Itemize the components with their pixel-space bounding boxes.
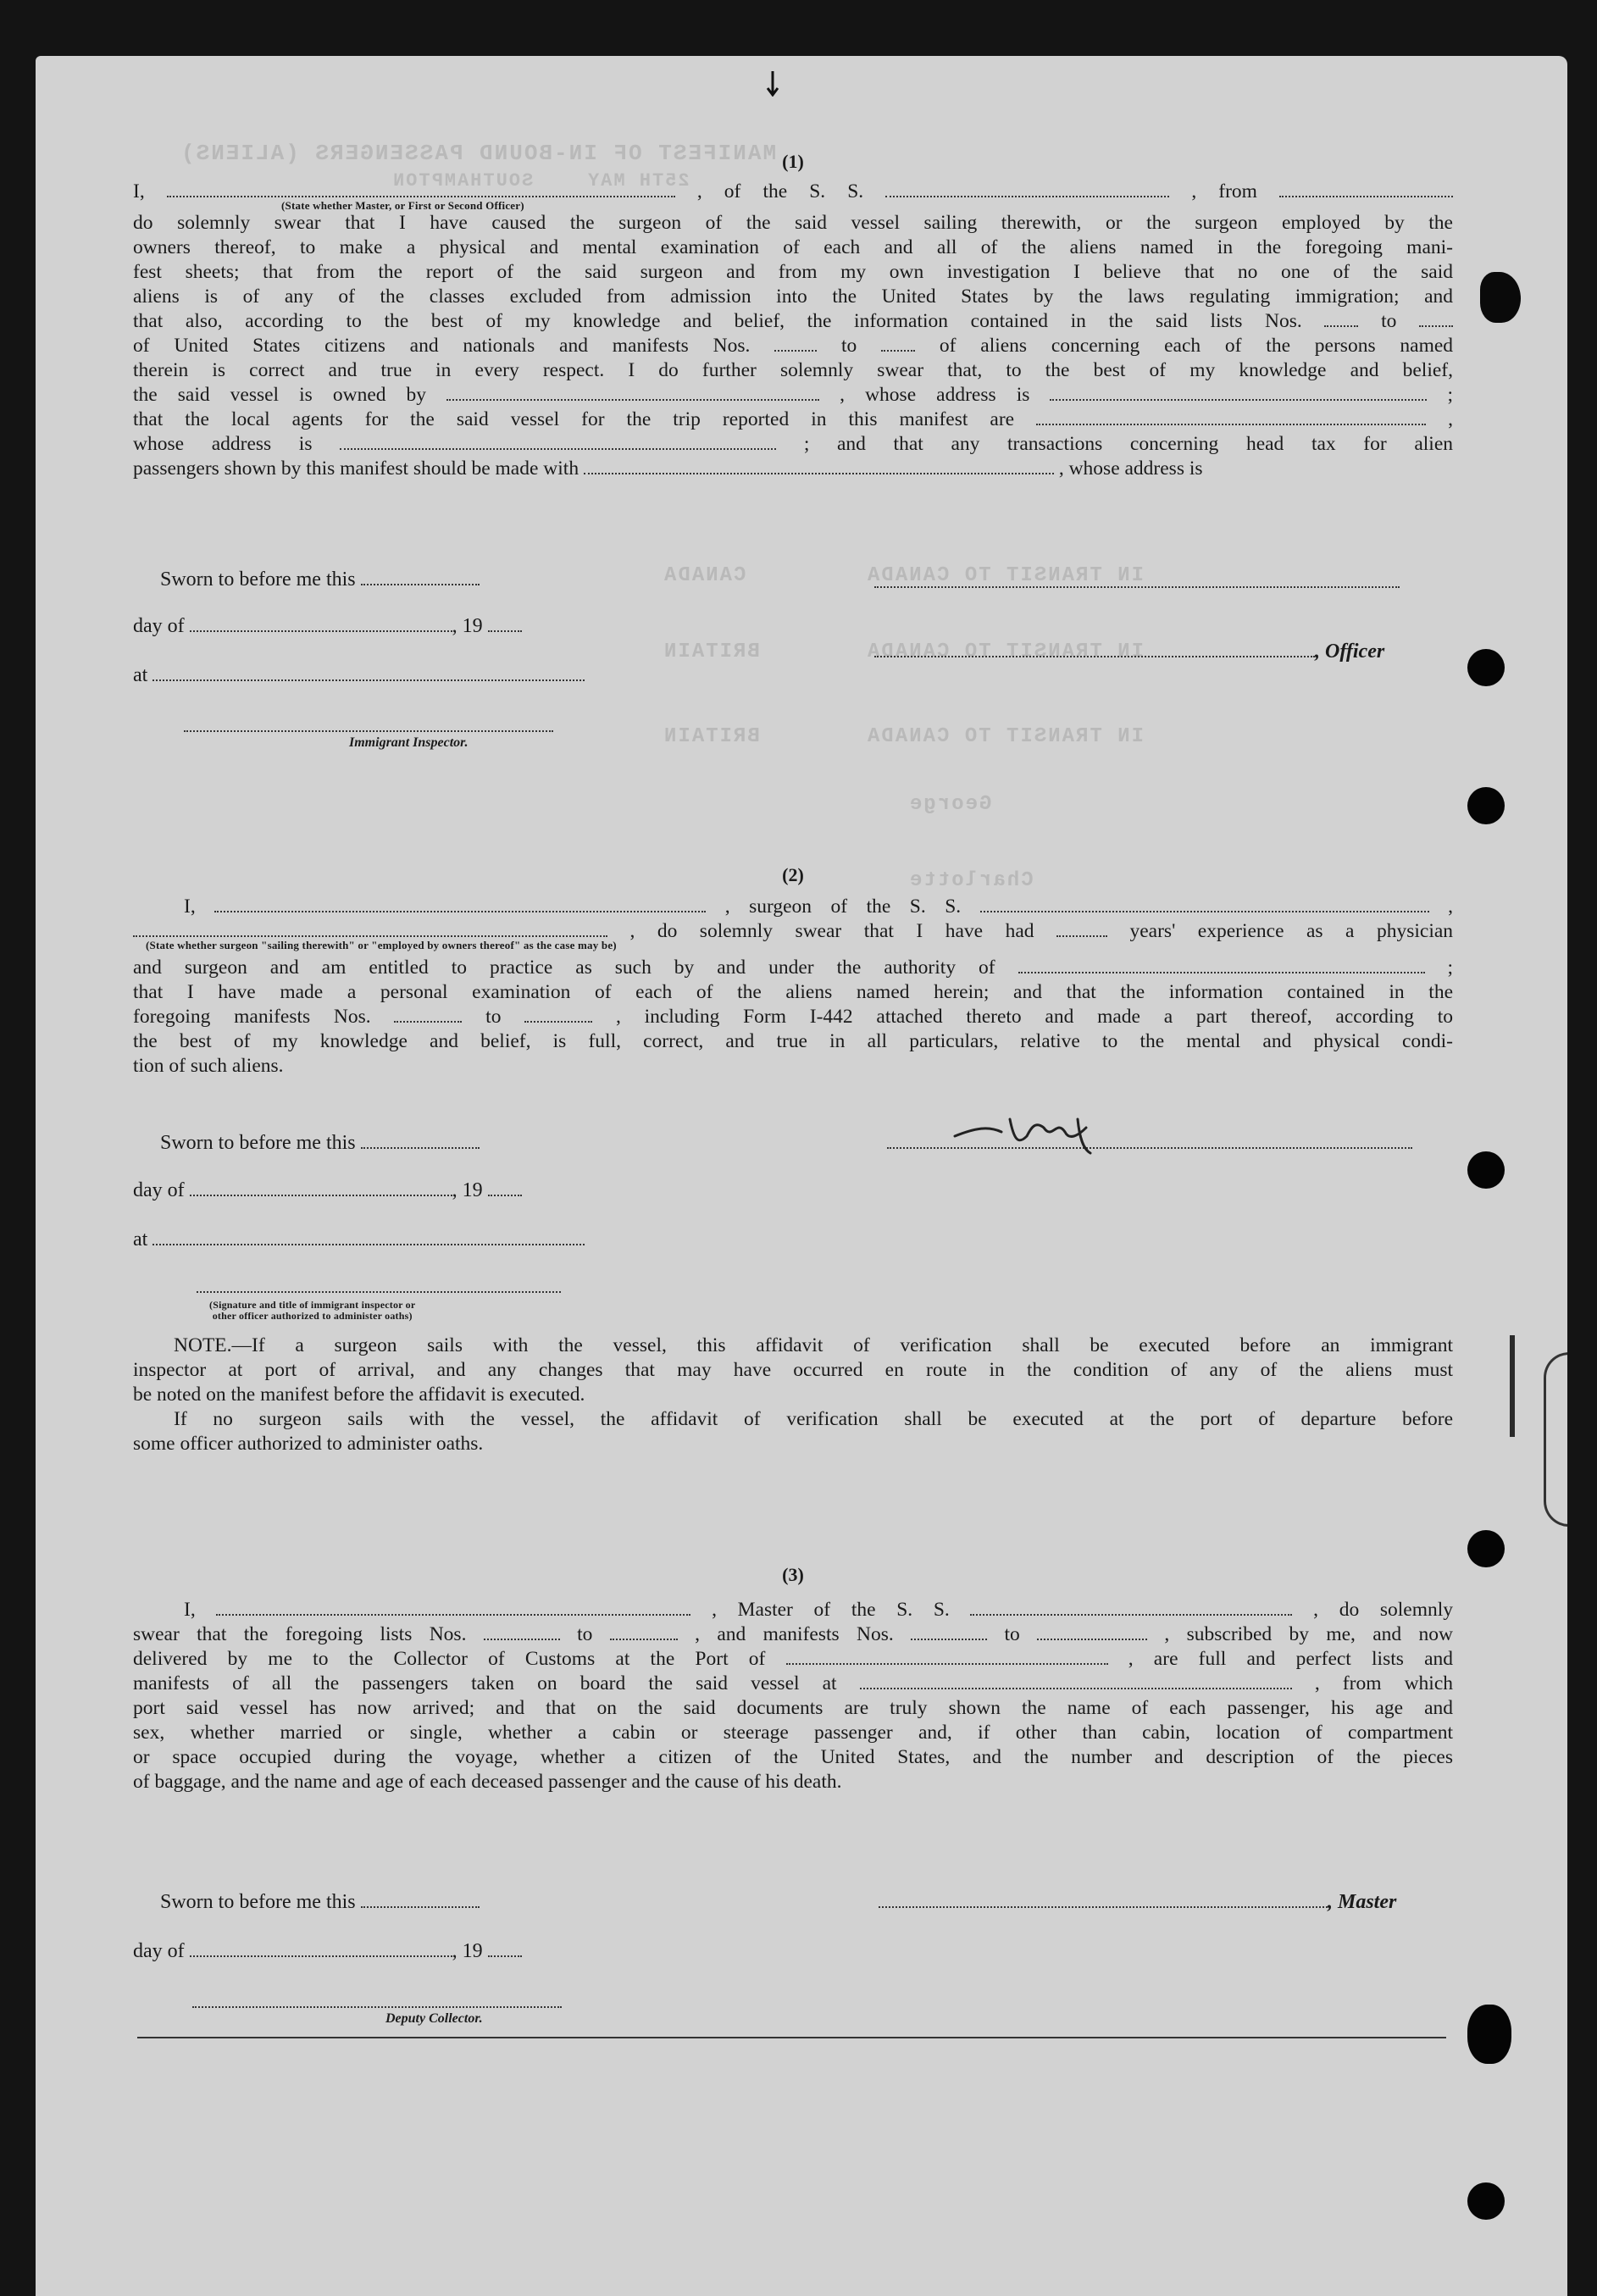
manifests-from-field[interactable] (774, 336, 817, 352)
years-experience-field[interactable] (1056, 922, 1107, 937)
punch-hole (1467, 1151, 1505, 1189)
bleed-through-row: Charlotte (908, 869, 1034, 892)
inspector-signature-line[interactable] (184, 730, 553, 732)
year-field-1[interactable] (488, 617, 522, 632)
month-field-3[interactable] (190, 1942, 452, 1957)
owner-address-field[interactable] (1050, 385, 1427, 401)
scan-speck (764, 71, 781, 97)
inspector-signature-line-2[interactable] (197, 1291, 561, 1293)
officer-note: (State whether Master, or First or Second Officer) (281, 199, 524, 212)
bleed-through-date: 25TH MAY (586, 170, 690, 191)
lists-from-field-3[interactable] (484, 1625, 560, 1640)
ink-blot (1480, 272, 1521, 323)
master-name-field[interactable] (216, 1600, 690, 1616)
section-3-master-declaration (133, 1564, 1453, 1794)
section-2-surgeon-oath (133, 864, 1453, 1079)
manifests-from-field-2[interactable] (394, 1007, 462, 1023)
master-signature-label: , Master (879, 1891, 1396, 1914)
manifests-to-field[interactable] (881, 336, 915, 352)
bleed-through-header: MANIFEST OF IN-BOUND PASSENGERS (ALIENS) (180, 141, 777, 166)
surgeon-note: (State whether surgeon "sailing therewith" or "employed by owners thereof" as the case may be) (146, 939, 617, 951)
month-field-1[interactable] (190, 617, 452, 632)
port-of-embarkation-field[interactable] (860, 1674, 1292, 1689)
collector-signature-line[interactable] (192, 2006, 562, 2008)
bottom-rule (137, 2037, 1446, 2038)
lists-to-field[interactable] (1419, 312, 1453, 327)
lists-from-field[interactable] (1324, 312, 1358, 327)
handwritten-initials (951, 1102, 1120, 1162)
manifests-from-field-3[interactable] (911, 1625, 987, 1640)
place-field-2[interactable] (152, 1230, 585, 1245)
sworn-label-1: Sworn to before me this (160, 568, 480, 591)
master-signature-field[interactable] (879, 1893, 1328, 1908)
punch-hole (1467, 2182, 1505, 2220)
bleed-through-row: CANADA (663, 564, 746, 587)
punch-hole (1467, 649, 1505, 686)
manifests-to-field-2[interactable] (524, 1007, 592, 1023)
inspector-caption: Immigrant Inspector. (349, 735, 469, 750)
surgeon-name-field[interactable] (214, 897, 706, 912)
manifest-sheet (36, 56, 1567, 2296)
master-vessel-field[interactable] (970, 1600, 1292, 1616)
bleed-through-row: IN TRANSIT TO CANADA (866, 564, 1145, 587)
owner-field[interactable] (446, 385, 819, 401)
officer-name-field[interactable] (167, 182, 675, 197)
officer-signature-label: , Officer (874, 641, 1384, 663)
officer-signature-line-top[interactable] (874, 586, 1400, 588)
section-number: (3) (782, 1564, 804, 1585)
month-field-2[interactable] (190, 1181, 452, 1196)
sworn-day-field-1[interactable] (361, 570, 480, 585)
officer-signature-field[interactable] (874, 642, 1315, 657)
bleed-through-row: IN TRANSIT TO CANADA (866, 641, 1145, 663)
at-label-1: at (133, 664, 585, 687)
punch-hole (1467, 1530, 1505, 1567)
authority-field[interactable] (1018, 958, 1425, 973)
stamp-edge (1544, 1352, 1567, 1527)
day-of-label-3: day of , 19 (133, 1940, 522, 1963)
agents-address-field[interactable] (340, 435, 776, 450)
note-block: NOTE.—If a surgeon sails with the vessel, this affidavit of verification shall be executed before an immigrant inspector at port of arrival, and any changes that may have occurred en route in the condition of any of the aliens must be noted on the manifest before the affidavit is executed. If no surgeon sails with the vessel, the affidavit of verification shall be executed at the port of departure before some officer authorized to administer oaths. (133, 1334, 1453, 1455)
day-of-label-2: day of , 19 (133, 1179, 522, 1202)
year-field-3[interactable] (488, 1942, 522, 1957)
place-field-1[interactable] (152, 666, 585, 681)
at-label-2: at (133, 1228, 585, 1251)
sworn-label-2: Sworn to before me this (160, 1132, 480, 1155)
punch-hole (1467, 2005, 1511, 2064)
signature-caption-2: (Signature and title of immigrant inspector or other officer authorized to administer oaths) (209, 1299, 416, 1322)
section-number: (2) (782, 864, 804, 885)
vessel-name-field[interactable] (885, 182, 1169, 197)
day-of-label-1: day of , 19 (133, 615, 522, 638)
local-agents-field[interactable] (1036, 410, 1426, 425)
sworn-day-field-3[interactable] (361, 1893, 480, 1908)
year-field-2[interactable] (488, 1181, 522, 1196)
bleed-through-row: BRITAIN (663, 641, 760, 663)
bleed-through-row: George (908, 793, 992, 816)
collector-caption: Deputy Collector. (385, 2011, 483, 2026)
manifests-to-field-3[interactable] (1037, 1625, 1147, 1640)
surgeon-vessel-field[interactable] (980, 897, 1429, 912)
sworn-label-3: Sworn to before me this (160, 1891, 480, 1914)
section-1-master-oath (133, 151, 1453, 481)
head-tax-party-field[interactable] (584, 459, 1054, 474)
punch-hole (1467, 787, 1505, 824)
section-number: (1) (782, 151, 804, 172)
bleed-through-row: IN TRANSIT TO CANADA (866, 725, 1145, 748)
section-3-text: I, , Master of the S. S. , do solemnly swear that the foregoing lists Nos. to , and manifests Nos. to , subscribed by me, and now delivered by me to the Collector of Customs at the Port of , are full and perfect lists and manifests of all the passengers taken on board the said vessel at , from which port said vessel has now arrived; and that on the said documents are truly shown the name of each passenger, his age and sex, whether married or single, whether a cabin or steerage passenger and, if other than cabin, location of compartment or space occupied during the voyage, whether a citizen of the United States, and the number and description of the pieces of baggage, and the name and age of each deceased passenger and the cause of his death. (133, 1599, 1453, 1793)
departure-port-field[interactable] (1279, 182, 1453, 197)
bleed-through-row: BRITAIN (663, 725, 760, 748)
section-2-text: I, , surgeon of the S. S. , , do solemnly swear that I have had years' experience as a physician (State whether surgeon "sailing therewith" or "employed by owners thereof" as the case may be) and surgeon and am entitled to practice as such by and under the authority of ; that I have made a personal examination of each of the aliens named herein; and that the information contained in the foregoing manifests Nos. to , including Form I-442 attached thereto and made a part thereof, according to the best of my knowledge and belief, is full, correct, and true in all particulars, relative to the mental and physical condi- tion of such aliens. (133, 896, 1453, 1077)
scan-edge-mark (1510, 1335, 1515, 1437)
section-1-text: I, , of the S. S. , from (State whether Master, or First or Second Officer) do solemnly swear that I have caused the surgeon of the said vessel sailing therewith, or the surgeon employed by the owners thereof, to make a physical and mental examination of each and all of the aliens named in the foregoing mani- fest sheets; that from the report of the said surgeon and from my own investigation I believe that no one of the said aliens is of any of the classes excluded from admission into the United States by the laws regulating immigration; and that also, according to the best of my knowledge and belief, the information contained in the said lists Nos. to of United States citizens and nationals and manifests Nos. to of aliens concerning each of the persons named therein is correct and true in every respect. I do further solemnly swear that, to the best of my knowledge and belief, the said vessel is owned by , whose address is ; that the local agents for the said vessel for the trip reported in this manifest are , whose address is ; and that any transactions concerning head tax for alien passengers shown by this manifest should be made with , whose address is (133, 180, 1453, 480)
lists-to-field-3[interactable] (610, 1625, 678, 1640)
surgeon-status-field[interactable] (133, 922, 607, 937)
bleed-through-port: SOUTHAMPTON (391, 170, 534, 191)
port-of-arrival-field[interactable] (786, 1650, 1108, 1665)
sworn-day-field-2[interactable] (361, 1134, 480, 1149)
